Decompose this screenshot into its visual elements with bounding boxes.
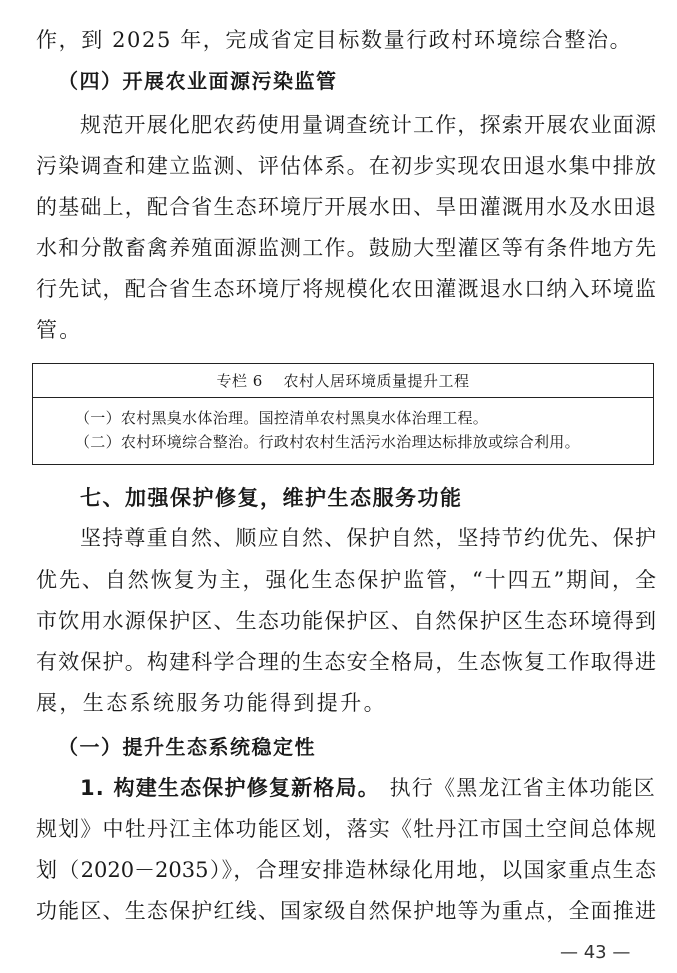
- text-line: 作，到 2025 年，完成省定目标数量行政村环境综合整治。: [36, 28, 633, 52]
- text-line: 坚持尊重自然、顺应自然、保护自然，坚持节约优先、保护: [80, 526, 656, 550]
- text-span: 执行《黑龙江省主体功能区: [389, 776, 656, 800]
- text-line: 行先试，配合省生态环境厅将规模化农田灌溉退水口纳入环境监: [36, 277, 656, 301]
- subsection-heading: （一）提升生态系统稳定性: [58, 735, 316, 759]
- info-box: [32, 363, 654, 465]
- box-title: 专栏 6 农村人居环境质量提升工程: [33, 364, 653, 398]
- box-item: （二）农村环境综合整治。行政村农村生活污水治理达标排放或综合利用。: [75, 433, 580, 451]
- text-line: 有效保护。构建科学合理的生态安全格局，生态恢复工作取得进: [36, 650, 656, 674]
- text-line: 规划》中牡丹江主体功能区划，落实《牡丹江市国土空间总体规: [36, 817, 656, 841]
- section-heading: （四）开展农业面源污染监管: [58, 69, 338, 93]
- chapter-heading: 七、加强保护修复，维护生态服务功能: [80, 486, 463, 510]
- paragraph-first-line: [80, 774, 656, 802]
- text-line: 污染调查和建立监测、评估体系。在初步实现农田退水集中排放: [36, 154, 656, 178]
- text-line: 管。: [36, 318, 83, 342]
- text-line: 优先、自然恢复为主，强化生态保护监管，“十四五”期间，全: [36, 568, 656, 592]
- page-number: — 43 —: [560, 942, 631, 963]
- paragraph-lead: 1. 构建生态保护修复新格局。: [80, 776, 380, 800]
- text-line: 划（2020－2035）》，合理安排造林绿化用地，以国家重点生态: [36, 858, 656, 882]
- text-line: 水和分散畜禽养殖面源监测工作。鼓励大型灌区等有条件地方先: [36, 236, 656, 260]
- text-line: 规范开展化肥农药使用量调查统计工作，探索开展农业面源: [80, 113, 656, 137]
- text-line: 的基础上，配合省生态环境厅开展水田、旱田灌溉用水及水田退: [36, 195, 656, 219]
- box-item: （一）农村黑臭水体治理。国控清单农村黑臭水体治理工程。: [75, 409, 489, 427]
- text-line: 市饮用水源保护区、生态功能保护区、自然保护区生态环境得到: [36, 609, 656, 633]
- text-line: 功能区、生态保护红线、国家级自然保护地等为重点，全面推进: [36, 899, 656, 923]
- text-line: 展，生态系统服务功能得到提升。: [36, 691, 387, 715]
